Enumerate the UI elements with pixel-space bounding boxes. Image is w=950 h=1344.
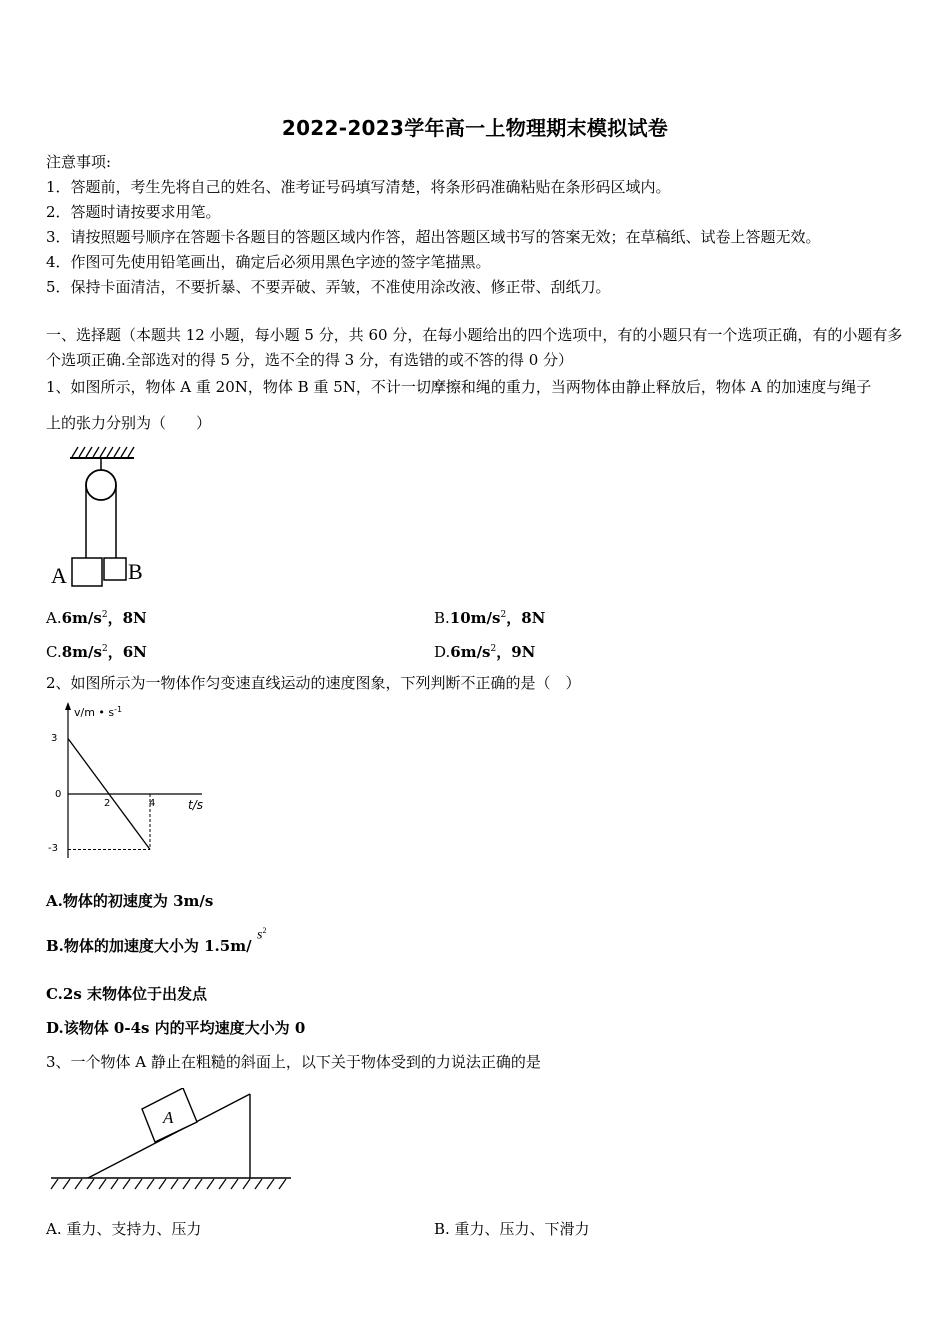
q2-option-d[interactable]: D.该物体 0-4s 内的平均速度大小为 0 xyxy=(46,1019,306,1037)
q3-option-a[interactable]: A. 重力、支持力、压力 xyxy=(46,1220,202,1238)
notice-item-5: 5．保持卡面清洁，不要折暴、不要弄破、弄皱，不准使用涂改液、修正带、刮纸刀。 xyxy=(46,278,611,296)
y-axis-arrow xyxy=(65,702,71,710)
q2-option-b-unit: $s^2$ xyxy=(257,926,267,943)
q1-option-c[interactable]: $C.8m/s^2$，6N xyxy=(46,643,147,661)
q1-option-d[interactable]: $D.6m/s^2$，9N xyxy=(434,643,536,661)
y-axis-label: v/m • $s^{-1}$ xyxy=(74,705,123,719)
velocity-time-graph xyxy=(44,700,214,870)
notice-item-1: 1．答题前，考生先将自己的姓名、准考证号码填写清楚，将条形码准确粘贴在条形码区域内。 xyxy=(46,178,671,196)
block-a-label: A xyxy=(51,563,67,588)
q3-stem: 3、一个物体 A 静止在粗糙的斜面上，以下关于物体受到的力说法正确的是 xyxy=(46,1053,541,1071)
q3-option-b[interactable]: B. 重力、压力、下滑力 xyxy=(434,1220,590,1238)
q1-option-b[interactable]: $B.10m/s^2$，8N xyxy=(434,609,546,627)
notice-item-3: 3．请按照题号顺序在答题卡各题目的答题区域内作答，超出答题区域书写的答案无效；在草稿纸、试卷上答题无效。 xyxy=(46,228,821,246)
y-tick-neg3: -3 xyxy=(48,843,58,854)
notice-heading: 注意事项: xyxy=(46,153,112,171)
q2-option-b[interactable]: B.物体的加速度大小为 1.5m/ xyxy=(46,937,252,955)
q2-option-c[interactable]: C.2s 末物体位于出发点 xyxy=(46,985,208,1003)
x-tick-4: 4 xyxy=(149,798,156,809)
notice-item-4: 4．作图可先使用铅笔画出，确定后必须用黑色字迹的签字笔描黑。 xyxy=(46,253,491,271)
x-axis-label: t/s xyxy=(188,798,203,812)
q1-stem-line1: 1、如图所示，物体 A 重 20N，物体 B 重 5N，不计一切摩擦和绳的重力，当两物体由静止释放后，物体 A 的加速度与绳子 xyxy=(46,378,872,396)
incline-figure xyxy=(46,1088,296,1198)
section-heading: 一、选择题（本题共 12 小题，每小题 5 分，共 60 分，在每小题给出的四个选项中，有的小题只有一个选项正确，有的小题有多个选项正确.全部选对的得 5 分，选不全的得 3 分，有选错的或不答的得 0 分） xyxy=(46,326,903,369)
page-title: 2022-2023学年高一上物理期末模拟试卷 xyxy=(281,116,669,140)
x-tick-2: 2 xyxy=(104,798,111,809)
pulley-figure xyxy=(46,444,156,590)
block-a-label: A xyxy=(163,1108,174,1127)
y-tick-3: 3 xyxy=(51,733,58,744)
q1-option-a[interactable]: $A.6m/s^2$，8N xyxy=(46,609,147,627)
notice-item-2: 2．答题时请按要求用笔。 xyxy=(46,203,221,221)
q2-option-a[interactable]: A.物体的初速度为 3m/s xyxy=(46,892,214,910)
q1-stem-line2: 上的张力分别为（ ） xyxy=(46,414,212,432)
y-tick-0: 0 xyxy=(55,789,62,800)
block-b-label: B xyxy=(128,559,143,584)
q2-stem: 2、如图所示为一物体作匀变速直线运动的速度图象，下列判断不正确的是（ ） xyxy=(46,674,581,692)
